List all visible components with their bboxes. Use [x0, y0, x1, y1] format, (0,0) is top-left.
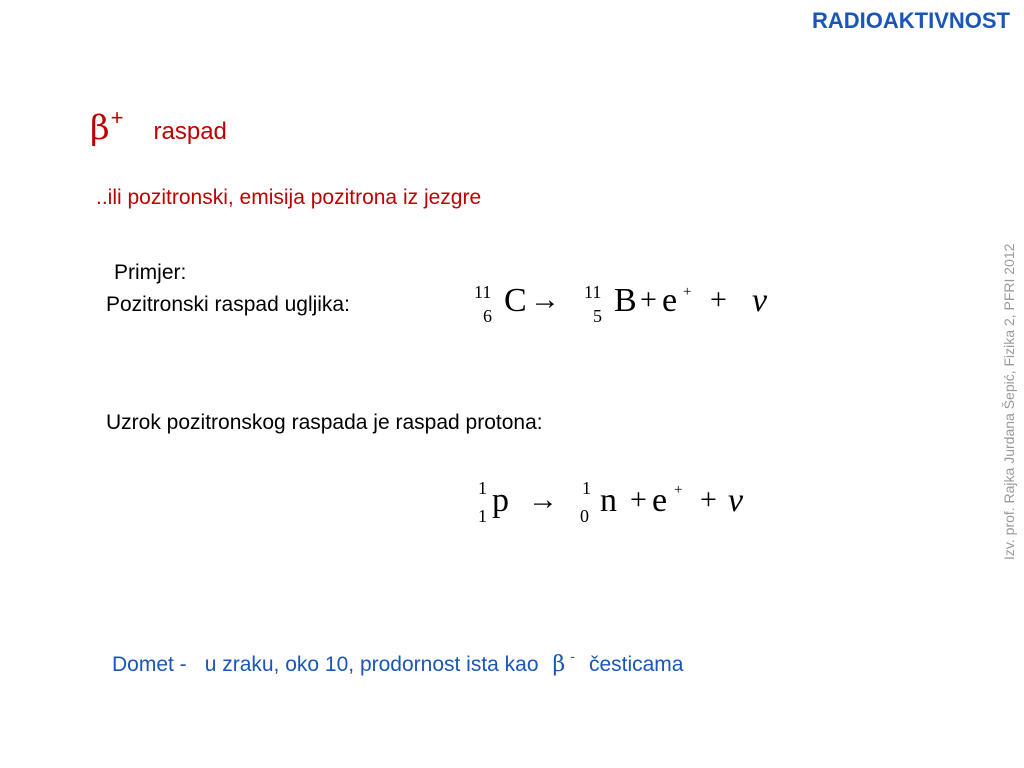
- example-label: Primjer:: [114, 261, 187, 284]
- boron-atomic-number: 5: [593, 306, 602, 326]
- boron-mass-number: 11: [584, 282, 602, 302]
- range-label: Domet -: [112, 653, 187, 676]
- author-credit: Izv. prof. Rajka Jurdana Šepić, Fizika 2, PFRI 2012: [1001, 243, 1017, 560]
- plus-sign: +: [700, 483, 717, 516]
- carbon-mass-number: 11: [474, 282, 492, 302]
- cause-text: Uzrok pozitronskog raspada je raspad protona:: [106, 411, 543, 434]
- neutron-mass-number: 1: [582, 478, 591, 498]
- beta-symbol: β: [90, 108, 110, 148]
- carbon-symbol: C: [504, 282, 527, 319]
- reaction-arrow: →: [530, 283, 560, 316]
- positron-symbol: e: [662, 282, 678, 319]
- plus-sign: +: [640, 283, 657, 316]
- positron-symbol: e: [652, 482, 668, 519]
- beta-minus-superscript: -: [570, 648, 575, 664]
- plus-sign: +: [710, 283, 727, 316]
- positron-charge: +: [674, 482, 683, 498]
- carbon-atomic-number: 6: [483, 306, 492, 326]
- neutrino-symbol: ν: [752, 282, 768, 319]
- beta-superscript: +: [110, 105, 124, 130]
- slide-heading: [90, 105, 227, 148]
- beta-minus-symbol: β: [552, 652, 566, 677]
- proton-mass-number: 1: [478, 478, 487, 498]
- carbon-decay-equation: [474, 282, 794, 332]
- reaction-arrow: →: [528, 483, 558, 516]
- neutron-symbol: n: [600, 482, 617, 519]
- proton-symbol: p: [492, 482, 509, 519]
- proton-decay-equation: [476, 476, 776, 532]
- proton-atomic-number: 1: [478, 506, 487, 526]
- neutrino-symbol: ν: [728, 482, 744, 519]
- range-description: u zraku, oko 10, prodornost ista kao: [204, 653, 539, 676]
- neutron-atomic-number: 0: [580, 506, 589, 526]
- heading-word: raspad: [153, 118, 227, 145]
- boron-symbol: B: [614, 282, 637, 319]
- positron-charge: +: [683, 284, 692, 300]
- range-note: [112, 648, 684, 677]
- range-particles: česticama: [588, 653, 684, 676]
- carbon-decay-label: Pozitronski raspad ugljika:: [106, 293, 350, 316]
- plus-sign: +: [630, 483, 647, 516]
- slide-header-title: RADIOAKTIVNOST: [812, 8, 1010, 33]
- subtitle-text: ..ili pozitronski, emisija pozitrona iz jezgre: [96, 186, 482, 209]
